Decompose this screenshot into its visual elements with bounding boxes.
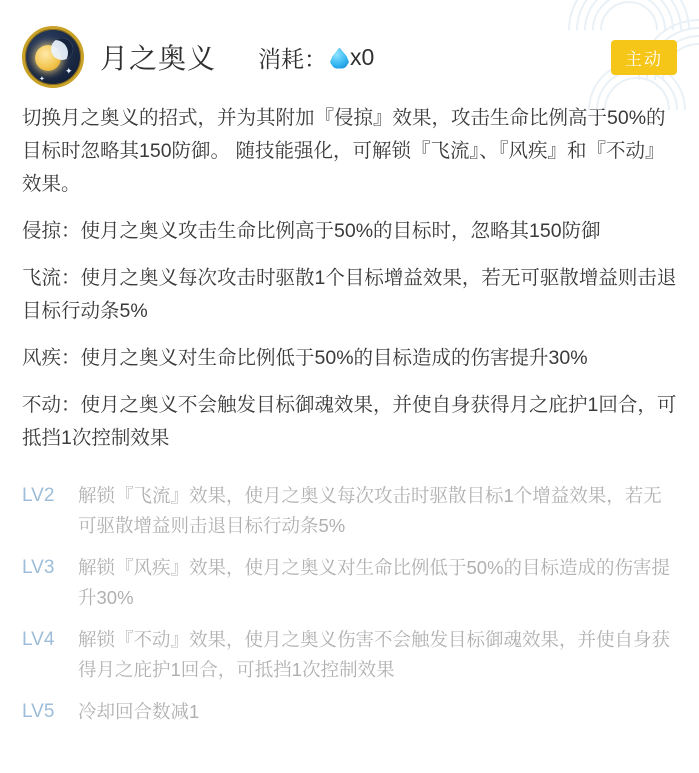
- level-tag: LV4: [22, 629, 55, 650]
- level-description: 解锁『飞流』效果，使月之奥义每次攻击时驱散目标1个增益效果，若无可驱散增益则击退目标行动条5%: [78, 485, 662, 536]
- skill-name: 月之奥义: [100, 43, 217, 74]
- list-item: [22, 553, 677, 613]
- level-tag: LV2: [22, 485, 55, 506]
- level-upgrade-list: [22, 481, 677, 727]
- cost-value: x0: [350, 43, 375, 70]
- level-tag: LV3: [22, 557, 55, 578]
- moon-skill-icon: [22, 26, 84, 88]
- level-description: 解锁『风疾』效果，使月之奥义对生命比例低于50%的目标造成的伤害提升30%: [78, 557, 671, 608]
- status-badge: 主动: [611, 40, 677, 75]
- description-paragraph: 风疾：使月之奥义对生命比例低于50%的目标造成的伤害提升30%: [22, 347, 588, 369]
- crescent-moon-icon: [51, 38, 73, 60]
- list-item: [22, 625, 677, 685]
- star-icon: ✦: [39, 76, 45, 83]
- skill-cost: [258, 41, 374, 74]
- list-item: [22, 697, 677, 727]
- description-paragraph: 切换月之奥义的招式，并为其附加『侵掠』效果，攻击生命比例高于50%的目标时忽略其150防御。 随技能强化，可解锁『飞流』、『风疾』和『不动』效果。: [22, 107, 666, 195]
- skill-header: [22, 0, 677, 96]
- description-paragraph: 飞流：使月之奥义每次攻击时驱散1个目标增益效果，若无可驱散增益则击退目标行动条5%: [22, 267, 677, 322]
- level-description: 冷却回合数减1: [78, 701, 200, 722]
- level-description: 解锁『不动』效果，使月之奥义伤害不会触发目标御魂效果，并使自身获得月之庇护1回合，可抵挡1次控制效果: [78, 629, 671, 680]
- star-icon: ✦: [65, 66, 73, 76]
- description-paragraph: 不动：使月之奥义不会触发目标御魂效果，并使自身获得月之庇护1回合，可抵挡1次控制效果: [22, 394, 677, 449]
- water-orb-icon: [330, 46, 349, 69]
- description-paragraph: 侵掠：使月之奥义攻击生命比例高于50%的目标时，忽略其150防御: [22, 220, 601, 242]
- cost-label: 消耗：: [258, 45, 328, 72]
- level-tag: LV5: [22, 701, 55, 722]
- list-item: [22, 481, 677, 541]
- skill-description: [22, 102, 677, 455]
